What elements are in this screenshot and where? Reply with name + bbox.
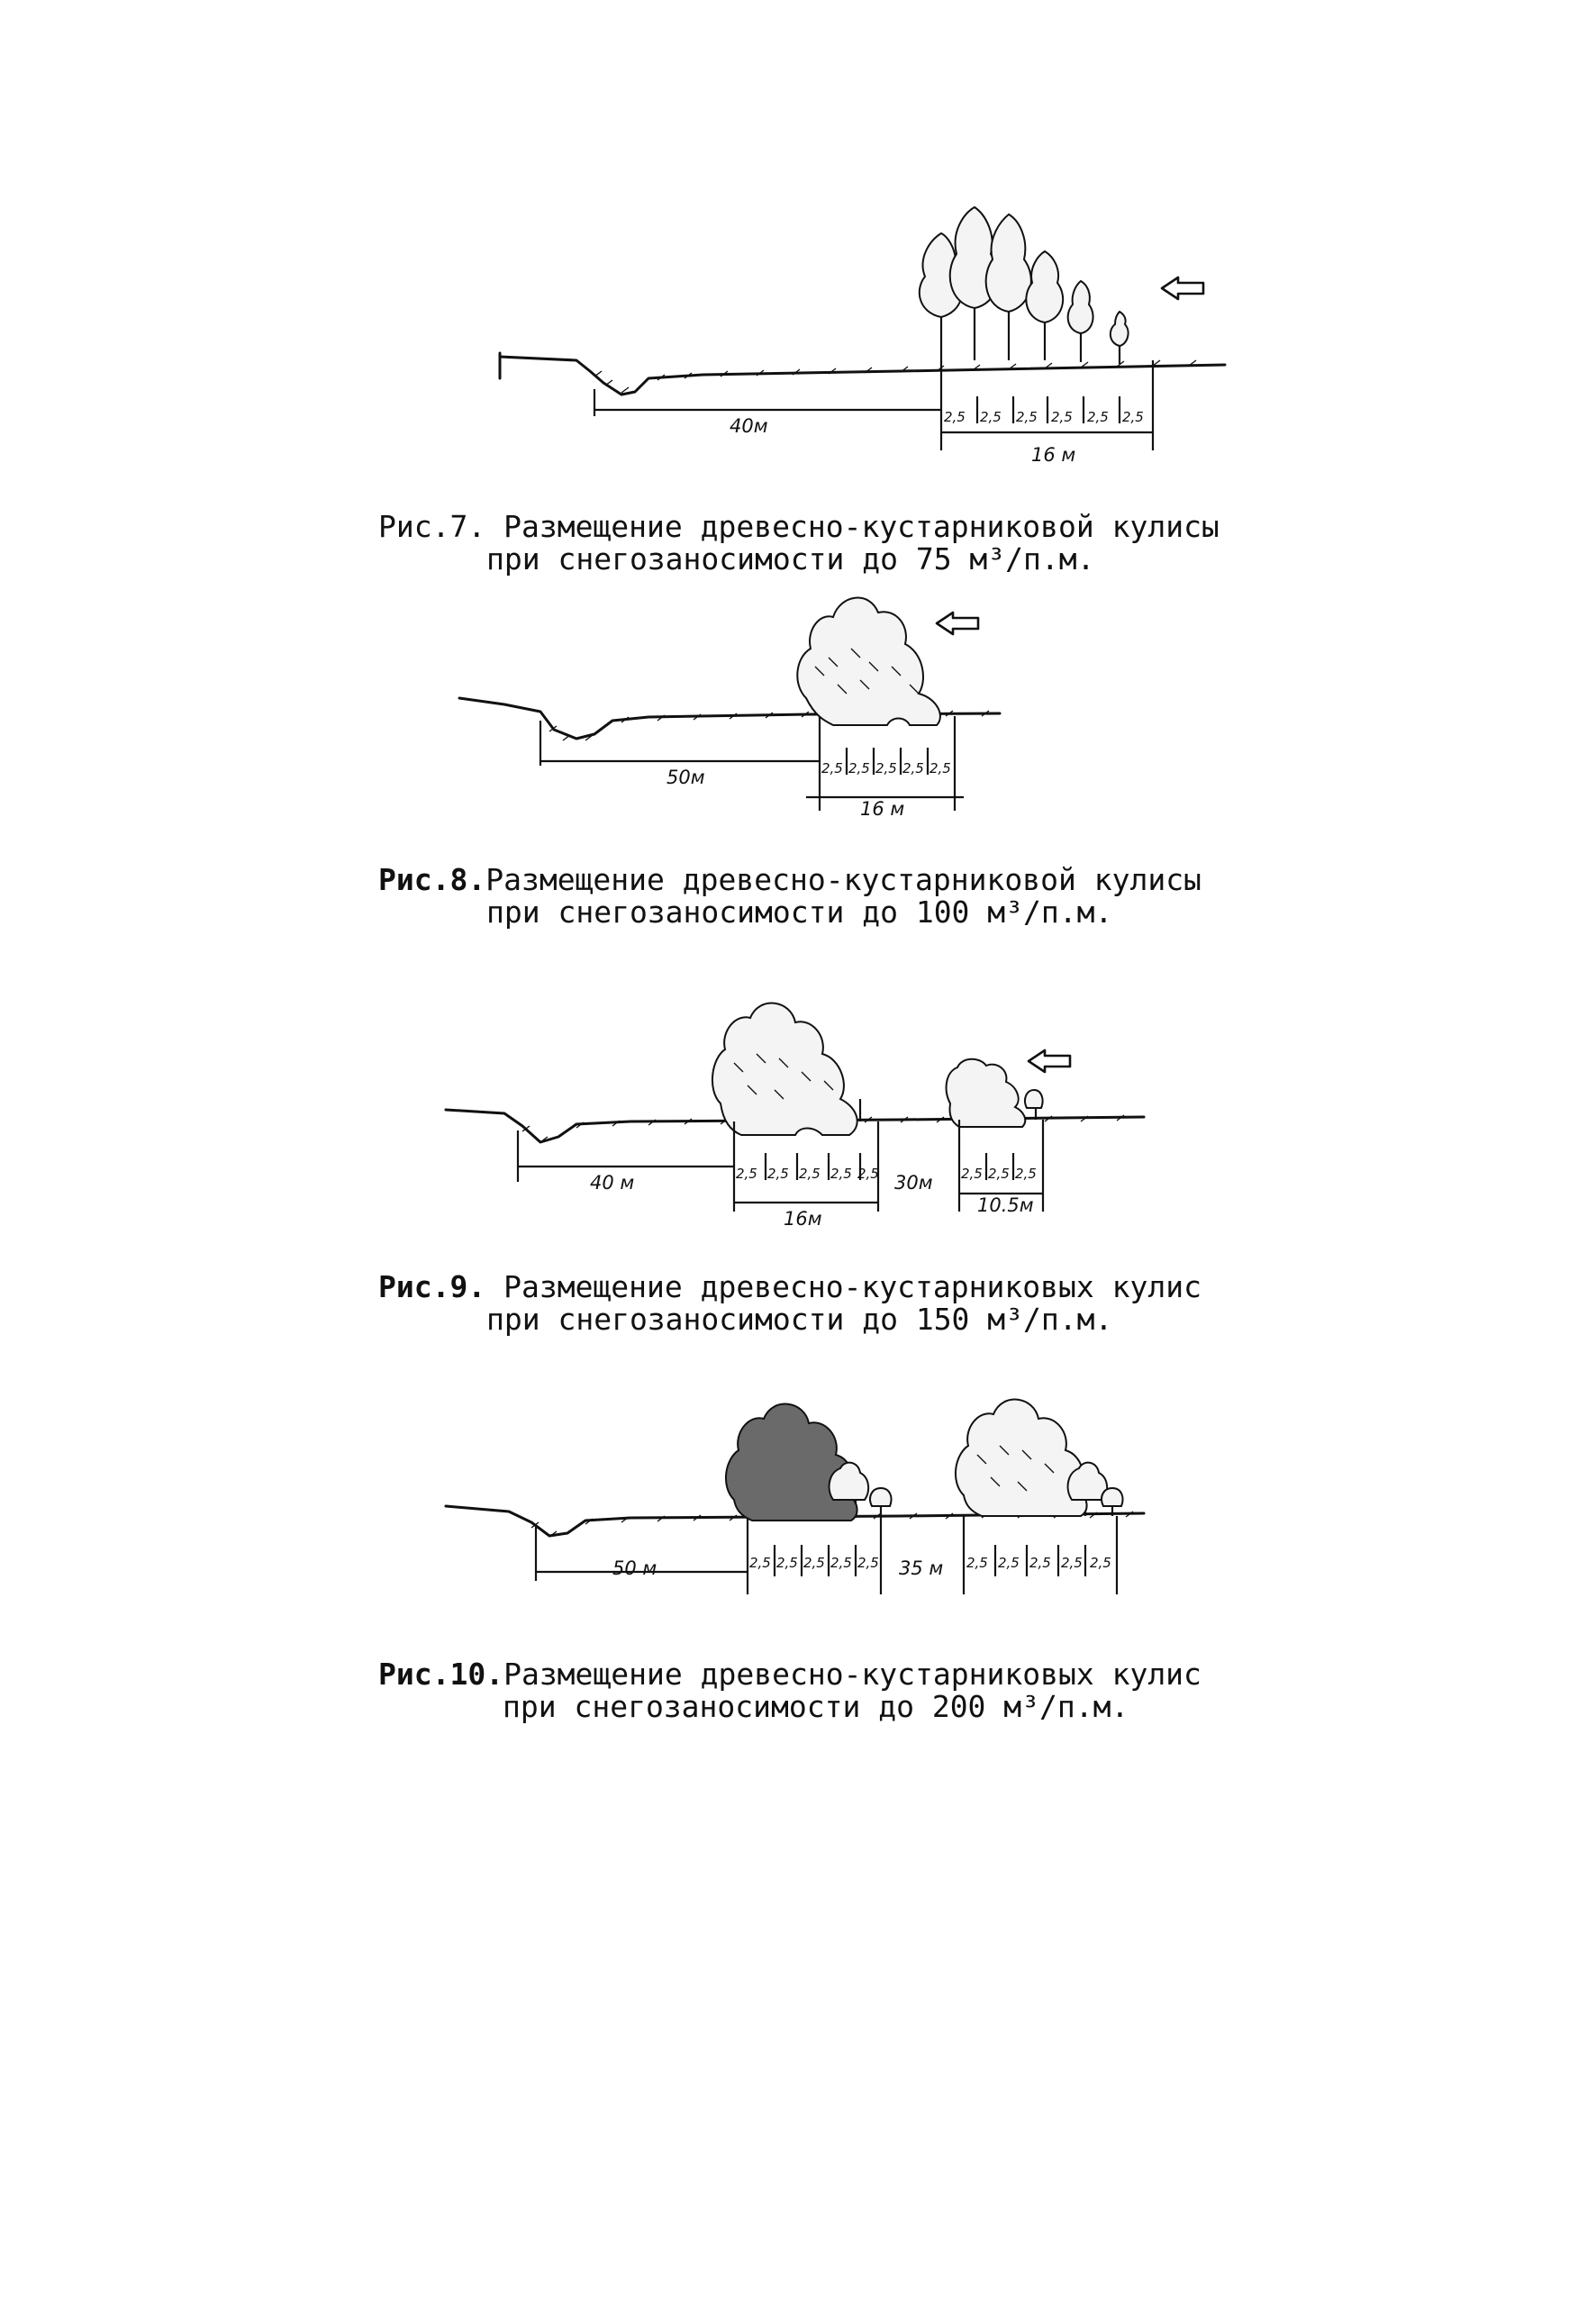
spacing-label: 2,5 xyxy=(1090,1555,1111,1571)
figure-7-caption xyxy=(378,510,1220,544)
wind-direction-arrow xyxy=(1029,1050,1070,1072)
spacing-label: 2,5 xyxy=(944,409,966,425)
tree-belt-2 xyxy=(956,1400,1123,1516)
figure-8-caption xyxy=(378,863,1202,897)
figure-10-caption-line2 xyxy=(503,1690,1129,1724)
figure-10-diagram xyxy=(0,1369,1596,1657)
spacing-label: 2,5 xyxy=(1029,1555,1051,1571)
spacing-label: 2,5 xyxy=(830,1166,852,1182)
spacing-label: 2,5 xyxy=(1015,1166,1037,1182)
spacing-label: 2,5 xyxy=(857,1166,879,1182)
distance-label: 40 м xyxy=(590,1172,635,1194)
spacing-label: 2,5 xyxy=(776,1555,798,1571)
spacing-label: 2,5 xyxy=(988,1166,1010,1182)
spacing-label: 2,5 xyxy=(1122,409,1144,425)
distance-label: 50 м xyxy=(612,1557,657,1579)
spacing-label: 2,5 xyxy=(1051,409,1073,425)
road-profile xyxy=(500,353,1225,395)
wind-direction-arrow xyxy=(937,613,978,634)
tree-belt-1 xyxy=(726,1404,892,1521)
figure-8-diagram xyxy=(0,577,1596,829)
figure-subtitle: при снегозаносимости до 100 м³/п.м. xyxy=(486,894,1113,930)
figure-subtitle: при снегозаносимости до 200 м³/п.м. xyxy=(503,1689,1129,1724)
figure-title: Размещение древесно-кустарниковых кулис xyxy=(503,1269,1202,1304)
belt-width-label: 16 м xyxy=(860,798,905,820)
figure-label: Рис.8. xyxy=(378,862,486,897)
dimension-lines xyxy=(540,716,964,811)
figure-label: Рис.7. xyxy=(378,509,486,544)
spacing-label: 2,5 xyxy=(736,1166,757,1182)
spacing-label: 2,5 xyxy=(857,1555,879,1571)
figure-title: Размещение древесно-кустарниковой кулисы xyxy=(485,862,1202,897)
belt-1-width-label: 16м xyxy=(784,1208,822,1230)
spacing-label: 2,5 xyxy=(803,1555,825,1571)
spacing-label: 2,5 xyxy=(799,1166,821,1182)
spacing-label: 2,5 xyxy=(821,760,843,776)
spacing-label: 2,5 xyxy=(1061,1555,1083,1571)
figure-9-caption-line2 xyxy=(486,1303,1112,1337)
gap-label: 35 м xyxy=(899,1557,944,1579)
spacing-label: 2,5 xyxy=(998,1555,1020,1571)
belt-2-width-label: 10.5м xyxy=(977,1194,1034,1216)
tree-belt xyxy=(920,207,1129,364)
figure-subtitle: при снегозаносимости до 75 м³/п.м. xyxy=(486,541,1095,577)
figure-label: Рис.10. xyxy=(378,1657,504,1692)
figure-subtitle: при снегозаносимости до 150 м³/п.м. xyxy=(486,1302,1113,1337)
spacing-label: 2,5 xyxy=(1087,409,1109,425)
figure-8-caption-line2 xyxy=(486,895,1112,930)
figure-7-diagram xyxy=(0,216,1596,486)
distance-label: 50м xyxy=(667,767,705,788)
belt-width-label: 16 м xyxy=(1031,444,1076,466)
figure-9-diagram xyxy=(0,973,1596,1261)
spacing-label: 2,5 xyxy=(966,1555,988,1571)
figure-9-caption xyxy=(378,1270,1202,1304)
gap-label: 30м xyxy=(894,1172,933,1194)
spacing-label: 2,5 xyxy=(830,1555,852,1571)
tree-belt-1 xyxy=(712,1003,860,1135)
spacing-label: 2,5 xyxy=(902,760,924,776)
spacing-label: 2,5 xyxy=(961,1166,983,1182)
spacing-label: 2,5 xyxy=(749,1555,771,1571)
spacing-label: 2,5 xyxy=(1016,409,1038,425)
tree-belt-2 xyxy=(947,1059,1043,1127)
tree-belt xyxy=(797,598,940,725)
figure-10-caption xyxy=(378,1657,1202,1692)
spacing-label: 2,5 xyxy=(875,760,897,776)
distance-label: 40м xyxy=(730,415,768,437)
spacing-label: 2,5 xyxy=(767,1166,789,1182)
figure-title: Размещение древесно-кустарниковых кулис xyxy=(503,1657,1202,1692)
spacing-label: 2,5 xyxy=(848,760,870,776)
figure-label: Рис.9. xyxy=(378,1269,486,1304)
spacing-label: 2,5 xyxy=(980,409,1002,425)
figure-7-caption-line2 xyxy=(486,542,1095,577)
spacing-label: 2,5 xyxy=(929,760,951,776)
dimension-lines xyxy=(594,360,1153,450)
figure-title: Размещение древесно-кустарниковой кулисы xyxy=(503,509,1220,544)
wind-direction-arrow xyxy=(1162,277,1203,299)
